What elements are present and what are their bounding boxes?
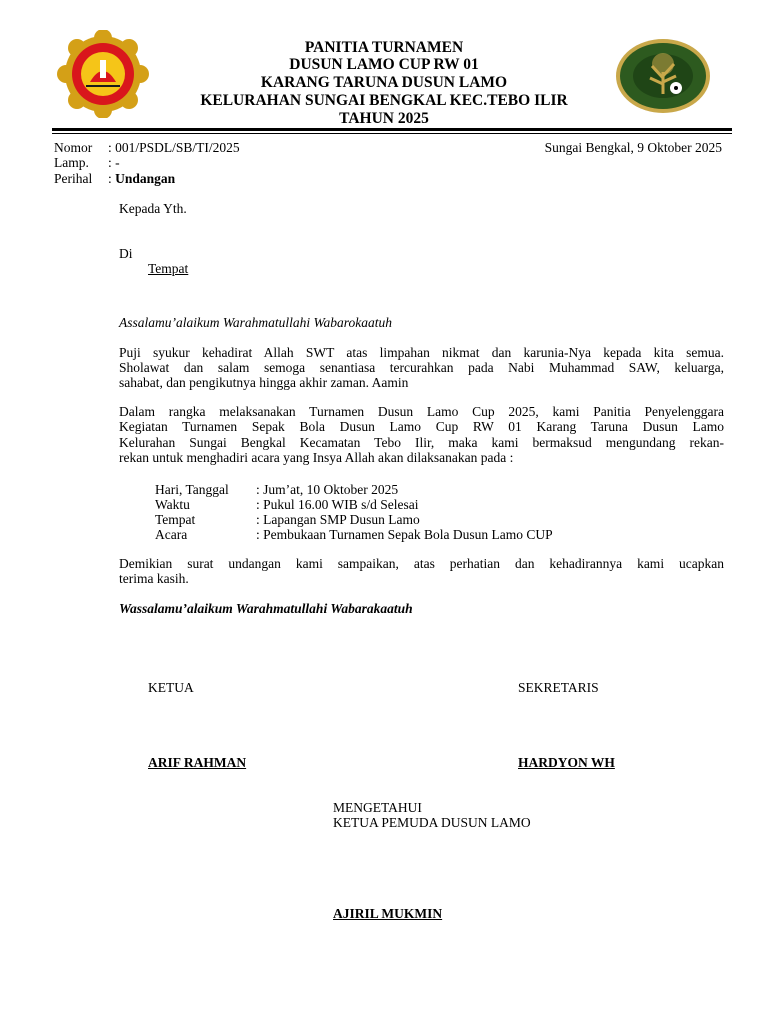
detail-value-date: : Jum’at, 10 Oktober 2025 bbox=[256, 482, 399, 497]
sekretaris-name: HARDYON WH bbox=[518, 755, 615, 770]
ketua-name: ARIF RAHMAN bbox=[148, 755, 247, 770]
header-line-3: KARANG TARUNA DUSUN LAMO bbox=[260, 74, 508, 91]
header-divider-thick bbox=[52, 128, 732, 131]
opening-greeting: Assalamu’alaikum Warahmatullahi Wabarokaatuh bbox=[119, 315, 393, 330]
recipient-tempat: Tempat bbox=[148, 261, 189, 276]
perihal-colon: : bbox=[108, 171, 116, 186]
header-divider-thin bbox=[52, 133, 732, 134]
detail-value-place: : Lapangan SMP Dusun Lamo bbox=[256, 512, 420, 527]
lamp-value: : - bbox=[108, 155, 120, 170]
place-date: Sungai Bengkal, 9 Oktober 2025 bbox=[544, 140, 722, 155]
perihal-value: Undangan bbox=[115, 171, 176, 186]
mengetahui-label: MENGETAHUI bbox=[333, 800, 422, 815]
sekretaris-title: SEKRETARIS bbox=[518, 680, 599, 695]
paragraph-1-line-2: Sholawat dan salam semoga senantiasa tercurahkan pada Nabi Muhammad SAW, keluarga, bbox=[119, 360, 724, 375]
perihal-label: Perihal bbox=[54, 171, 93, 186]
closing-greeting: Wassalamu’alaikum Warahmatullahi Wabarakaatuh bbox=[119, 601, 413, 616]
paragraph-2-line-3: Kelurahan Sungai Bengkal Kecamatan Tebo Ilir, maka kami bermaksud mengundang rekan- bbox=[119, 435, 724, 450]
recipient-di: Di bbox=[119, 246, 133, 261]
mengetahui-name: AJIRIL MUKMIN bbox=[333, 906, 443, 921]
header-line-1: PANITIA TURNAMEN bbox=[304, 39, 464, 56]
paragraph-1-line-1: Puji syukur kehadirat Allah SWT atas limpahan nikmat dan karunia-Nya kepada kita semua. bbox=[119, 345, 724, 360]
ketua-title: KETUA bbox=[148, 680, 194, 695]
header-line-2: DUSUN LAMO CUP RW 01 bbox=[289, 56, 479, 73]
perihal-value-wrapper bbox=[108, 171, 175, 187]
nomor-label: Nomor bbox=[54, 140, 93, 155]
detail-value-time: : Pukul 16.00 WIB s/d Selesai bbox=[256, 497, 419, 512]
paragraph-2-line-1: Dalam rangka melaksanakan Turnamen Dusun Lamo Cup 2025, kami Panitia Penyelenggara bbox=[119, 404, 724, 419]
lamp-label: Lamp. bbox=[54, 155, 89, 170]
detail-label-date: Hari, Tanggal bbox=[155, 482, 229, 497]
closing-line-1: Demikian surat undangan kami sampaikan, atas perhatian dan kehadirannya kami ucapkan bbox=[119, 556, 724, 571]
paragraph-2-line-4: rekan untuk menghadiri acara yang Insya Allah akan dilaksanakan pada : bbox=[119, 450, 514, 465]
paragraph-1-line-3: sahabat, dan pengikutnya hingga akhir zaman. Aamin bbox=[119, 375, 409, 390]
detail-label-time: Waktu bbox=[155, 497, 190, 512]
nomor-value: : 001/PSDL/SB/TI/2025 bbox=[108, 140, 240, 155]
kepada-yth: Kepada Yth. bbox=[119, 201, 187, 216]
mengetahui-title: KETUA PEMUDA DUSUN LAMO bbox=[333, 815, 531, 830]
header-line-4: KELURAHAN SUNGAI BENGKAL KEC.TEBO ILIR bbox=[200, 92, 568, 109]
detail-label-place: Tempat bbox=[155, 512, 196, 527]
closing-line-2: terima kasih. bbox=[119, 571, 189, 586]
header-line-5: TAHUN 2025 bbox=[339, 110, 429, 127]
detail-label-event: Acara bbox=[155, 527, 188, 542]
paragraph-2-line-2: Kegiatan Turnamen Sepak Bola Dusun Lamo Cup RW 01 Karang Taruna Dusun Lamo bbox=[119, 419, 724, 434]
detail-value-event: : Pembukaan Turnamen Sepak Bola Dusun Lamo CUP bbox=[256, 527, 553, 542]
